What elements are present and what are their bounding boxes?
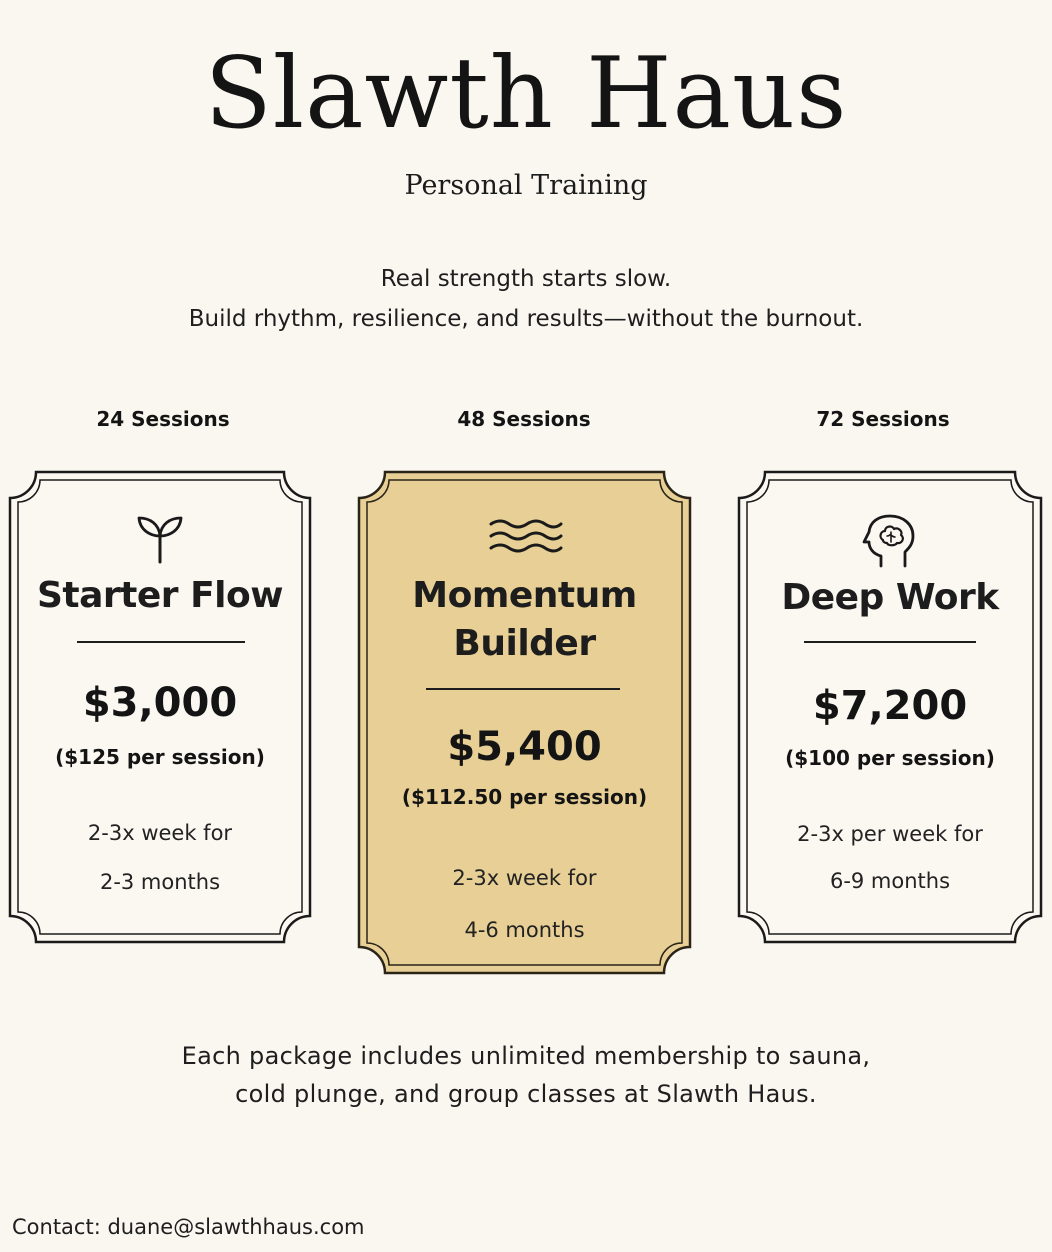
divider bbox=[77, 641, 245, 643]
per-session-price: ($125 per session) bbox=[55, 745, 265, 769]
frequency-line-1: 2-3x week for bbox=[87, 821, 233, 845]
sprout-icon bbox=[134, 514, 186, 564]
package-price: $7,200 bbox=[812, 683, 968, 729]
package-card-momentum-builder[interactable] bbox=[357, 470, 692, 975]
package-price: $3,000 bbox=[82, 680, 238, 726]
package-price: $5,400 bbox=[447, 724, 602, 770]
brand-subtitle: Personal Training bbox=[404, 170, 648, 201]
per-session-price: ($112.50 per session) bbox=[401, 785, 648, 809]
head-brain-icon bbox=[861, 514, 919, 568]
tagline-line-1: Real strength starts slow. bbox=[380, 266, 672, 292]
package-name: Deep Work bbox=[781, 577, 999, 618]
footer-note-line-2: cold plunge, and group classes at Slawth Haus. bbox=[235, 1080, 817, 1108]
frequency-line-2: 2-3 months bbox=[99, 870, 221, 894]
frequency-line-1: 2-3x per week for bbox=[797, 822, 983, 846]
package-card-starter-flow[interactable] bbox=[8, 470, 312, 944]
divider bbox=[804, 641, 976, 643]
waves-icon bbox=[487, 516, 563, 556]
package-name: Starter Flow bbox=[36, 575, 284, 616]
package-name-line-1: Momentum bbox=[412, 575, 637, 616]
sessions-label-momentum: 48 Sessions bbox=[457, 407, 591, 431]
package-name-line-2: Builder bbox=[453, 623, 596, 664]
contact-info[interactable]: Contact: duane@slawthhaus.com bbox=[12, 1215, 365, 1239]
brand-title: Slawth Haus bbox=[204, 37, 848, 151]
package-card-deep-work[interactable] bbox=[737, 470, 1043, 944]
sessions-label-starter: 24 Sessions bbox=[96, 407, 230, 431]
per-session-price: ($100 per session) bbox=[785, 746, 995, 770]
tagline-line-2: Build rhythm, resilience, and results—without the burnout. bbox=[188, 306, 864, 332]
divider bbox=[426, 688, 620, 690]
footer-note-line-1: Each package includes unlimited membership to sauna, bbox=[181, 1042, 871, 1070]
frequency-line-1: 2-3x week for bbox=[452, 866, 597, 890]
frequency-line-2: 4-6 months bbox=[464, 918, 585, 942]
sessions-label-deepwork: 72 Sessions bbox=[816, 407, 950, 431]
frequency-line-2: 6-9 months bbox=[829, 869, 951, 893]
